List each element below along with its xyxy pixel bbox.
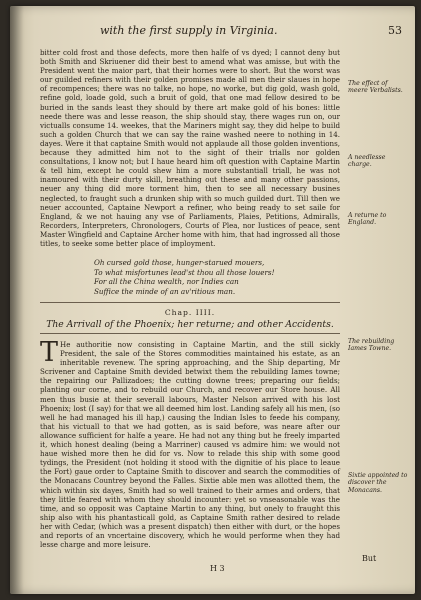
margin-note-1: The effect of meere Verbalists. <box>348 80 403 95</box>
margin-note-5: Sixtie appointed to discover the Monacans. <box>348 472 408 494</box>
book-page <box>10 6 415 594</box>
signature-mark: H 3 <box>210 564 225 573</box>
poem-line-1: Oh cursed gold those, hunger-starued mouers, <box>94 258 265 267</box>
poem-verse <box>94 258 314 296</box>
poem-line-2: To what misfortunes lead'st thou all those louers! <box>94 267 275 277</box>
margin-note-4: The rebuilding Iames Towne. <box>348 338 395 353</box>
poem-line-3: For all the China wealth, nor Indies can <box>94 277 239 287</box>
paragraph-2-text: He authoritie now consisting in Captaine Martin, and the still sickly President, the sale of the Stores commodities maintained his estate, as an inheritable revenew. The spring approaching, and the Ship departing, Mr Scrivener and Captaine Smith devided betwixt them the rebuilding Iames towne; the repairing our Pallizadoes; the cutting downe trees; preparing our fields; planting our corne, and to rebuild our Church, and recover our Store house. All men thus busie at their severall labours, Master Nelson arrived with his lost Phoenix; lost (I say) for that we all deemed him lost. Landing safely all his men, (so well he had managed his ill hap,) causing the Indian Isles to feede his company, that his victuall to that we had gotten, as is said before, was neare after our allowance sufficient for halfe a yeare. He had not any thing but he freely imparted it, which honest dealing (being a Marriner) caused vs admire him: we would not haue wished more then he did for vs. Now to relade this ship with some good tydings, the President (not holding it stood with the dignitie of his place to leaue the Fort) gaue order to Captaine Smith to discover and search the commodities of the Monacans Countrey beyond the Falles. Sixtie able men was allotted them, the which within six dayes, Smith had so well trained to their armes and orders, that they little feared with whom they should incounter: yet so vnseasonable was the time, and so opposit was Captaine Martin to any thing, but onely to fraught this ship also with his phantasticall gold, as Captaine Smith rather desired to relade her with Cedar, (which was a present dispatch) then either with durt, or the hopes and reports of an vncertaine discovery, which he would performe when they had lesse charge and more leisure. <box>40 340 340 550</box>
running-title: with the first supply in Virginia. <box>100 24 278 37</box>
paragraph-2 <box>40 337 340 550</box>
section-rule-bottom <box>40 333 340 334</box>
drop-cap: T <box>40 337 59 368</box>
catchword: But <box>362 554 377 563</box>
paragraph-1 <box>40 48 340 248</box>
paragraph-1-text: bitter cold frost and those defects, more then halfe of vs dyed; I cannot deny but both Smith and Skriuener did their best to amend what was amisse, but with the President went the maior part, that their hornes were to short. But the worst was our guilded refiners with their golden promises made all men their slaues in hope of recompences; there was no talke, no hope, no worke, but dig gold, wash gold, refine gold, loade gold, such a bruit of gold, that one mad fellow desired to be buried in the sands least they should by there art make gold of his bones: little neede there was and lesse reason, the ship should stay, there wages run on, our victualls consume 14. weekes, that the Mariners might say, they did helpe to build such a golden Church that we can say the raine washed neere to nothing in 14. dayes. Were it that captaine Smith would not applaude all those golden inventions, because they admitted him not to the sight of their trialls nor golden consultations, I know not; but I haue heard him oft question with Captaine Martin & tell him, except he could shew him a more substantiall triall, he was not inamoured with their durty skill, breathing out these and many other passions, neuer any thing did more torment him, then to see all necessary busines neglected, to fraught such a drunken ship with so much guilded durt. Till then we neuer accounted, Captaine Newport a refiner, who being ready to set saile for England, & we not hauing any vse of Parliaments, Plaies, Petitions, Admiralls, Recorders, Interpreters, Chronologers, Courts of Plea, nor Iustices of peace, sent Master Wingfield and Captaine Archer home with him, that had ingrossed all those titles, to seeke some better place of imployment. <box>40 48 340 248</box>
margin-note-3: A returne to England. <box>348 212 387 227</box>
page-number: 53 <box>388 24 402 37</box>
section-rule-top <box>40 302 340 303</box>
running-header <box>40 24 402 38</box>
chapter-number: Chap. IIII. <box>164 308 216 317</box>
chapter-title: The Arrivall of the Phoenix; her returne; and other Accidents. <box>46 319 334 330</box>
book-spine-shadow <box>10 6 24 594</box>
margin-note-2: A needlesse charge. <box>348 154 386 169</box>
poem-line-4: Suffice the minde of an av'ritious man. <box>94 286 236 296</box>
